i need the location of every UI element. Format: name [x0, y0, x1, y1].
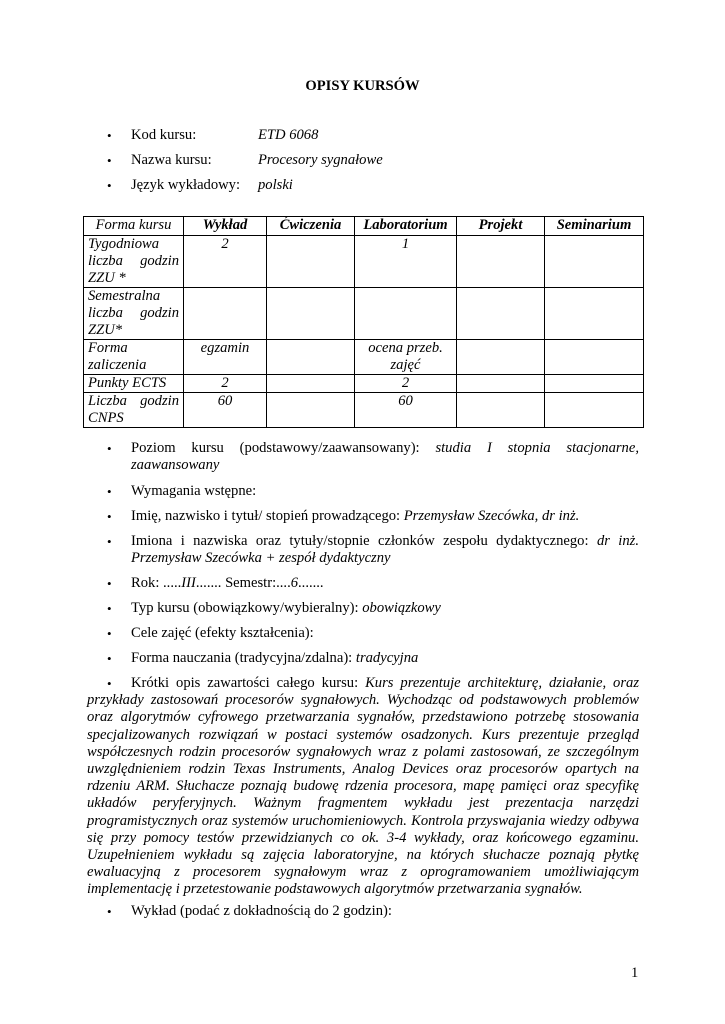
- bullet-zespol: •: [107, 534, 112, 549]
- table-header-forma: Forma kursu: [84, 217, 184, 236]
- language-label: Język wykładowy:: [131, 177, 241, 193]
- level-label: Poziom kursu (podstawowy/zaawansowany):: [131, 440, 420, 456]
- year-value: III: [181, 575, 196, 591]
- level-value: studia I stopnia stacjonarne, zaawansowany: [131, 440, 639, 473]
- course-hours-table: [83, 216, 644, 428]
- type-value: obowiązkowy: [362, 600, 441, 616]
- bullet-opis: •: [107, 676, 112, 691]
- table-row: [84, 340, 644, 375]
- year-label: Rok: .....: [131, 575, 182, 591]
- bullet-wyklad: •: [107, 904, 112, 919]
- bullet-forma: •: [107, 651, 112, 666]
- row-label: Semestralna liczba godzin ZZU*: [84, 288, 184, 340]
- table-cell: [457, 393, 545, 428]
- table-cell: 2: [355, 375, 457, 393]
- table-cell: [545, 288, 644, 340]
- row-label: Forma zaliczenia: [84, 340, 184, 375]
- table-row: [84, 236, 644, 288]
- table-cell: 60: [355, 393, 457, 428]
- course-code-label: Kod kursu:: [131, 127, 197, 143]
- lecturer-item: [131, 508, 639, 525]
- semester-value: 6: [290, 575, 299, 591]
- row-label: Punkty ECTS: [84, 375, 184, 393]
- bullet-cele: •: [107, 626, 112, 641]
- course-name-value: Procesory sygnałowe: [258, 152, 383, 168]
- table-cell: 2: [184, 236, 267, 288]
- table-cell: [457, 375, 545, 393]
- table-row: [84, 288, 644, 340]
- prerequisites-item: [131, 483, 639, 500]
- table-header-laboratorium: Laboratorium: [355, 217, 457, 236]
- bullet-jezyk: •: [107, 178, 112, 193]
- bullet-kod: •: [107, 128, 112, 143]
- type-label: Typ kursu (obowiązkowy/wybieralny):: [131, 600, 359, 616]
- table-header-seminarium: Seminarium: [545, 217, 644, 236]
- table-cell: ocena przeb. zajęć: [355, 340, 457, 375]
- table-cell: 2: [184, 375, 267, 393]
- table-cell: [457, 340, 545, 375]
- table-cell: [355, 288, 457, 340]
- table-cell: [184, 288, 267, 340]
- type-item: [131, 600, 639, 617]
- teaching-form-item: [131, 650, 639, 667]
- table-header-projekt: Projekt: [457, 217, 545, 236]
- description-label: Krótki opis zawartości całego kursu:: [131, 675, 359, 691]
- goals-label: Cele zajęć (efekty kształcenia):: [131, 625, 314, 641]
- table-cell: [457, 288, 545, 340]
- bullet-poziom: •: [107, 441, 112, 456]
- teaching-form-value: tradycyjna: [355, 650, 419, 666]
- bullet-prowadzacy: •: [107, 509, 112, 524]
- lecturer-value: Przemysław Szecówka, dr inż.: [403, 508, 580, 524]
- team-label: Imiona i nazwiska oraz tytuły/stopnie członków zespołu dydaktycznego:: [131, 533, 589, 549]
- goals-item: [131, 625, 639, 642]
- table-cell: [545, 393, 644, 428]
- bullet-typ: •: [107, 601, 112, 616]
- table-cell: [545, 375, 644, 393]
- table-cell: [267, 340, 355, 375]
- team-item: [131, 533, 639, 567]
- language-value: polski: [258, 177, 293, 193]
- lecture-item: [131, 903, 639, 920]
- table-cell: [267, 288, 355, 340]
- course-description: [87, 675, 639, 899]
- page-title: OPISY KURSÓW: [305, 78, 420, 94]
- description-text: Kurs prezentuje architekturę, działanie, oraz przykłady zastosowań procesorów sygnałowych. Wychodząc od podstawowych problemów oraz algorytmów cyfrowego przetwarzania sygnałów, przedstawiono potrzebę stosowania specjalizowanych rozwiązań w postaci systemów osadzonych. Kurs prezentuje przegląd współczesnych rodzin procesorów sygnałowych wraz z polami zastosowań, ze szczególnym uwzględnieniem rodzin Texas Instruments, Analog Devices oraz procesorów opartych na rdzeniu ARM. Słuchacze poznają budowę rdzenia procesora, mapę pamięci oraz specyfikę układów peryferyjnych. Ważnym fragmentem wykładu jest prezentacja narzędzi programistycznych oraz systemów uruchomieniowych. Kontrola przyswajania wiedzy odbywa się przy pomocy testów przewidzianych co ok. 3-4 wykłady, oraz końcowego egzaminu. Uzupełnieniem wykładu są zajęcia laboratoryjne, na których słuchacze poznają płytkę ewaluacyjną z procesorem sygnałowym wraz z oprogramowaniem umożliwiającym implementację i przetestowanie podstawowych algorytmów przetwarzania sygnałów.: [87, 675, 639, 898]
- team-value: dr inż. Przemysław Szecówka + zespół dydaktyczny: [131, 533, 639, 566]
- page-number: 1: [631, 965, 639, 981]
- table-cell: [545, 340, 644, 375]
- bullet-wymagania: •: [107, 484, 112, 499]
- table-cell: [267, 236, 355, 288]
- table-cell: [545, 236, 644, 288]
- table-row: [84, 375, 644, 393]
- row-label: Tygodniowa liczba godzin ZZU *: [84, 236, 184, 288]
- level-item: [131, 440, 639, 474]
- course-name-label: Nazwa kursu:: [131, 152, 212, 168]
- table-header-wyklad: Wykład: [184, 217, 267, 236]
- semester-label: ....... Semestr:....: [195, 575, 291, 591]
- table-row: [84, 393, 644, 428]
- lecturer-label: Imię, nazwisko i tytuł/ stopień prowadzącego:: [131, 508, 401, 524]
- bullet-rok: •: [107, 576, 112, 591]
- table-cell: 1: [355, 236, 457, 288]
- table-cell: [267, 375, 355, 393]
- course-code-value: ETD 6068: [258, 127, 319, 143]
- lecture-label: Wykład (podać z dokładnością do 2 godzin):: [131, 903, 392, 919]
- prerequisites-label: Wymagania wstępne:: [131, 483, 257, 499]
- table-cell: [457, 236, 545, 288]
- table-cell: egzamin: [184, 340, 267, 375]
- year-semester-item: [131, 575, 639, 592]
- row-label: Liczba godzin CNPS: [84, 393, 184, 428]
- teaching-form-label: Forma nauczania (tradycyjna/zdalna):: [131, 650, 353, 666]
- semester-end: .......: [298, 575, 324, 591]
- table-cell: 60: [184, 393, 267, 428]
- bullet-nazwa: •: [107, 153, 112, 168]
- table-cell: [267, 393, 355, 428]
- table-header-cwiczenia: Ćwiczenia: [267, 217, 355, 236]
